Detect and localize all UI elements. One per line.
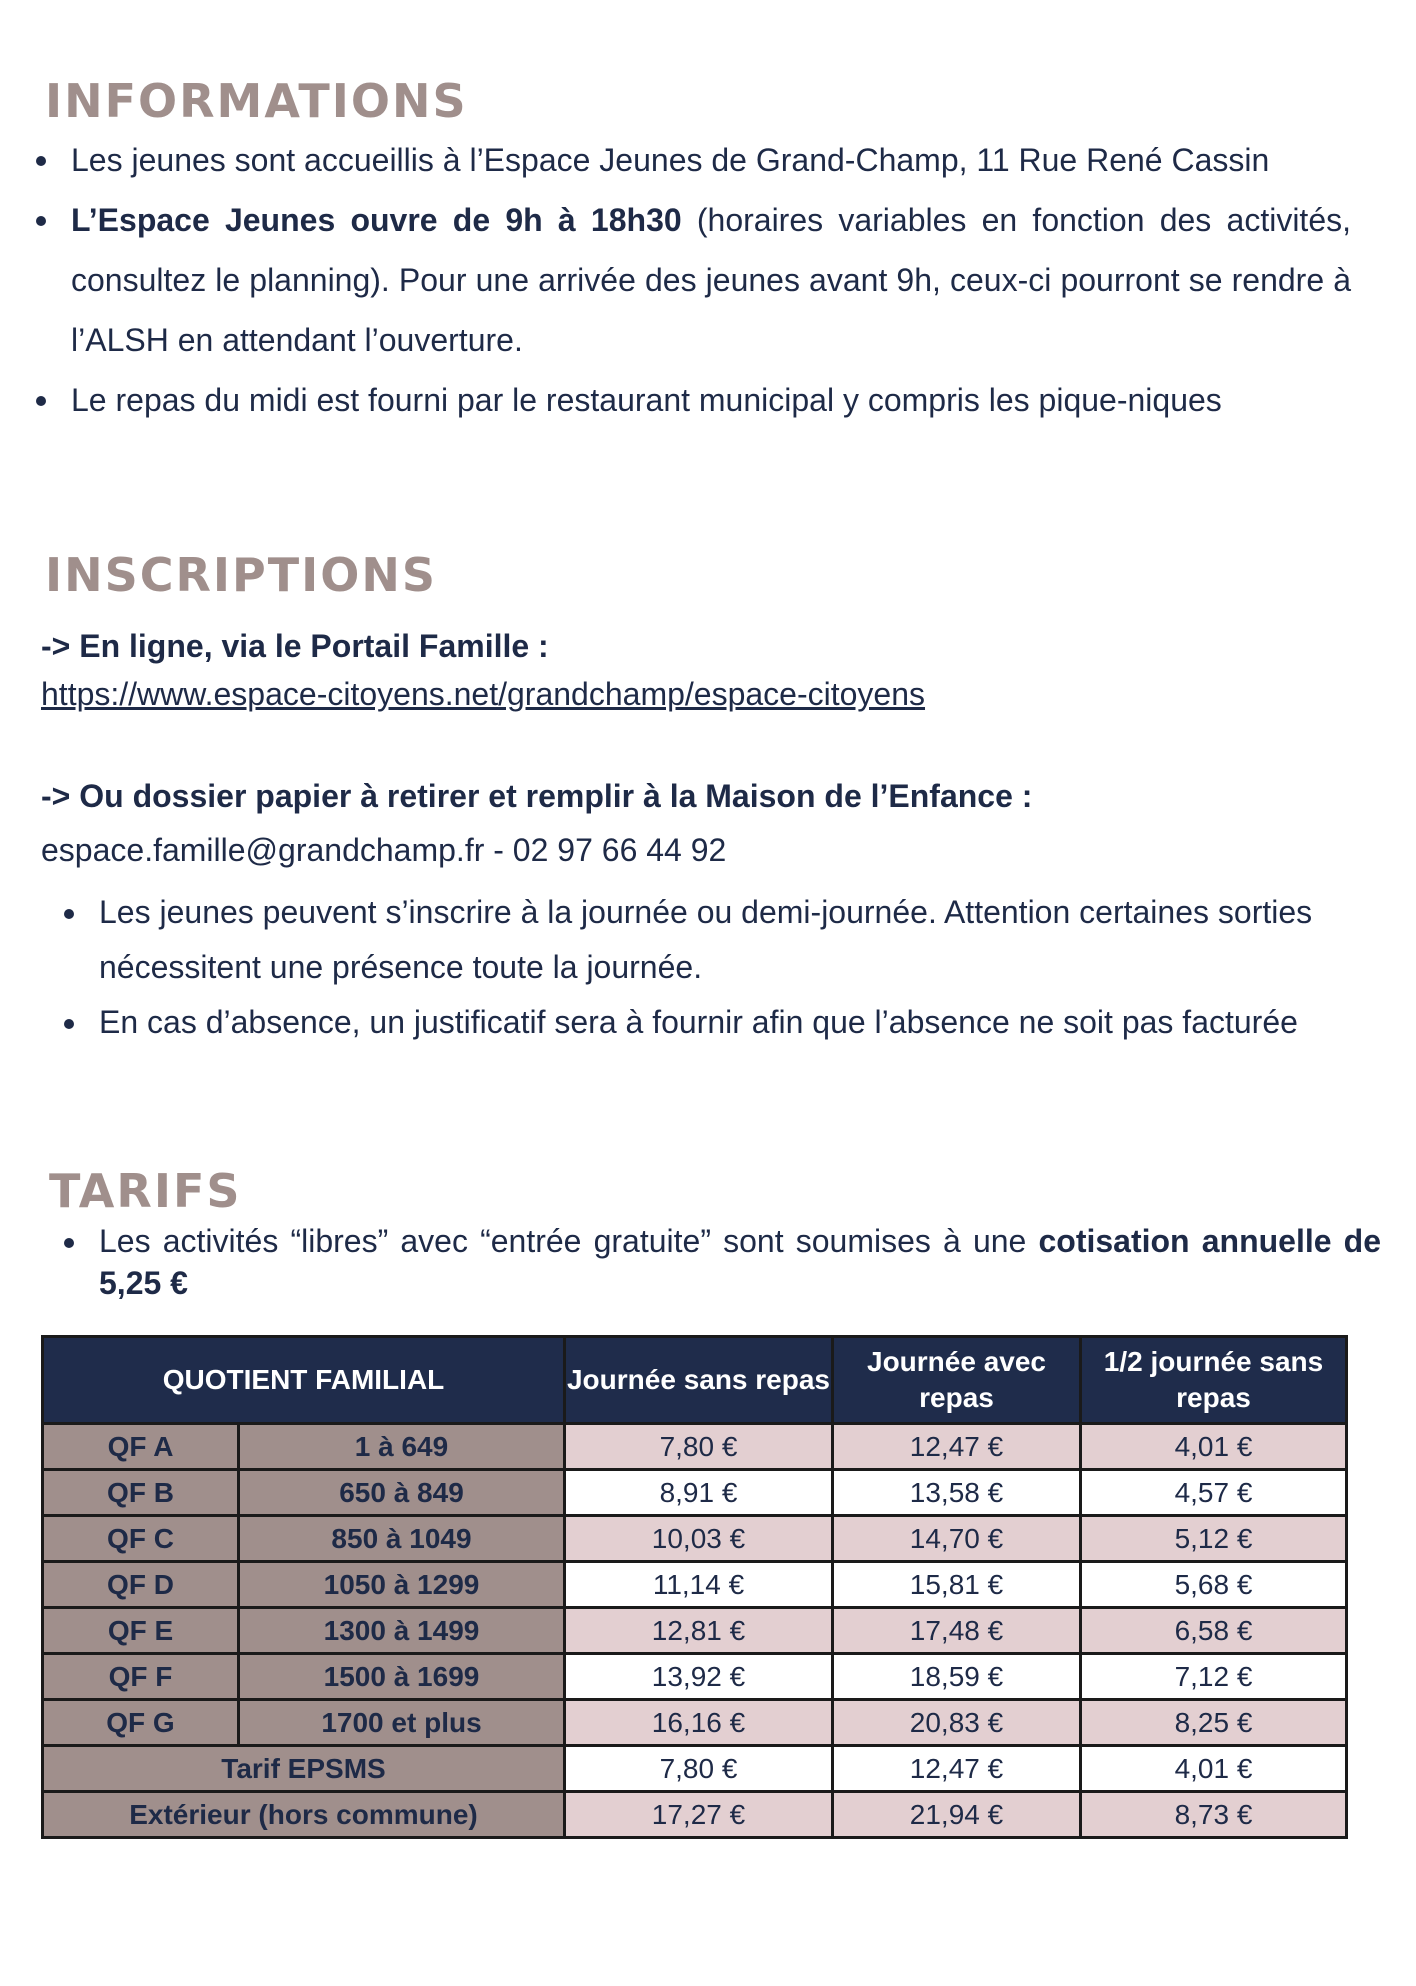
qf-range: 1500 à 1699 [239,1654,565,1700]
table-row [43,1746,1347,1792]
list-item [71,190,1351,370]
info-bullet-1-text: Les jeunes sont accueillis à l’Espace Jeunes de Grand-Champ, 11 Rue René Cassin [71,142,1270,178]
price-cell: 13,92 € [565,1654,833,1700]
price-cell: 21,94 € [833,1792,1081,1838]
qf-range: 1300 à 1499 [239,1608,565,1654]
insc-bullet-2-text: En cas d’absence, un justificatif sera à fournir afin que l’absence ne soit pas facturée [99,1004,1298,1040]
info-bullet-3-text: Le repas du midi est fourni par le restaurant municipal y compris les pique-niques [71,382,1222,418]
tarif-bullet-bold: cotisation annuelle de 5,25 € [99,1223,1382,1301]
contact-info: espace.famille@grandchamp.fr - 02 97 66 44 92 [41,832,727,868]
price-cell: 8,25 € [1081,1700,1347,1746]
header-demi-journee-sans-repas: 1/2 journée sans repas [1081,1337,1347,1424]
paper-label: -> Ou dossier papier à retirer et remplir à la Maison de l’Enfance : [41,778,1033,814]
qf-code: QF E [43,1608,239,1654]
price-cell: 15,81 € [833,1562,1081,1608]
price-cell: 5,12 € [1081,1516,1347,1562]
qf-range: 1 à 649 [239,1424,565,1470]
price-cell: 8,91 € [565,1470,833,1516]
table-row [43,1562,1347,1608]
list-item [99,1220,1381,1304]
inscriptions-heading: INSCRIPTIONS [45,548,437,602]
qf-code: QF G [43,1700,239,1746]
price-cell: 4,57 € [1081,1470,1347,1516]
price-cell: 12,47 € [833,1746,1081,1792]
table-header-row [43,1337,1347,1424]
table-row [43,1700,1347,1746]
portail-famille-link[interactable]: https://www.espace-citoyens.net/grandchamp/espace-citoyens [41,676,926,712]
informations-list [71,130,1351,430]
list-item [99,885,1399,995]
price-cell: 11,14 € [565,1562,833,1608]
price-cell: 6,58 € [1081,1608,1347,1654]
list-item [99,995,1399,1050]
special-rate-label: Extérieur (hors commune) [43,1792,565,1838]
price-cell: 12,47 € [833,1424,1081,1470]
qf-code: QF F [43,1654,239,1700]
table-row [43,1654,1347,1700]
header-journee-avec-repas: Journée avec repas [833,1337,1081,1424]
price-cell: 14,70 € [833,1516,1081,1562]
qf-range: 650 à 849 [239,1470,565,1516]
insc-bullet-1-text: Les jeunes peuvent s’inscrire à la journée ou demi-journée. Attention certaines sorties nécessitent une présence toute la journée. [99,894,1313,985]
table-row [43,1608,1347,1654]
tarifs-heading: TARIFS [49,1164,242,1218]
tarifs-table [41,1335,1348,1839]
table-row [43,1516,1347,1562]
qf-code: QF B [43,1470,239,1516]
header-quotient-familial: QUOTIENT FAMILIAL [43,1337,565,1424]
list-item [71,370,1351,430]
price-cell: 16,16 € [565,1700,833,1746]
price-cell: 20,83 € [833,1700,1081,1746]
qf-range: 1700 et plus [239,1700,565,1746]
price-cell: 5,68 € [1081,1562,1347,1608]
price-cell: 12,81 € [565,1608,833,1654]
price-cell: 8,73 € [1081,1792,1347,1838]
online-label: -> En ligne, via le Portail Famille : [41,628,549,664]
qf-code: QF D [43,1562,239,1608]
info-bullet-2-bold: L’Espace Jeunes ouvre de 9h à 18h30 [71,202,682,238]
tarifs-list [99,1220,1381,1304]
special-rate-label: Tarif EPSMS [43,1746,565,1792]
info-bullet-2-text: (horaires variables en fonction des activités, consultez le planning). Pour une arrivée des jeunes avant 9h, ceux-ci pourront se rendre à l’ALSH en attendant l’ouverture. [71,202,1351,358]
price-cell: 4,01 € [1081,1746,1347,1792]
inscriptions-list [99,885,1399,1050]
price-cell: 18,59 € [833,1654,1081,1700]
qf-range: 850 à 1049 [239,1516,565,1562]
table-row [43,1792,1347,1838]
informations-heading: INFORMATIONS [45,74,468,128]
qf-code: QF A [43,1424,239,1470]
price-cell: 17,27 € [565,1792,833,1838]
qf-range: 1050 à 1299 [239,1562,565,1608]
list-item [71,130,1351,190]
price-cell: 7,80 € [565,1424,833,1470]
header-journee-sans-repas: Journée sans repas [565,1337,833,1424]
table-row [43,1470,1347,1516]
price-cell: 4,01 € [1081,1424,1347,1470]
price-cell: 7,12 € [1081,1654,1347,1700]
price-cell: 10,03 € [565,1516,833,1562]
price-cell: 17,48 € [833,1608,1081,1654]
qf-code: QF C [43,1516,239,1562]
price-cell: 7,80 € [565,1746,833,1792]
table-row [43,1424,1347,1470]
tarif-bullet-text: Les activités “libres” avec “entrée gratuite” sont soumises à une [99,1223,1039,1259]
price-cell: 13,58 € [833,1470,1081,1516]
